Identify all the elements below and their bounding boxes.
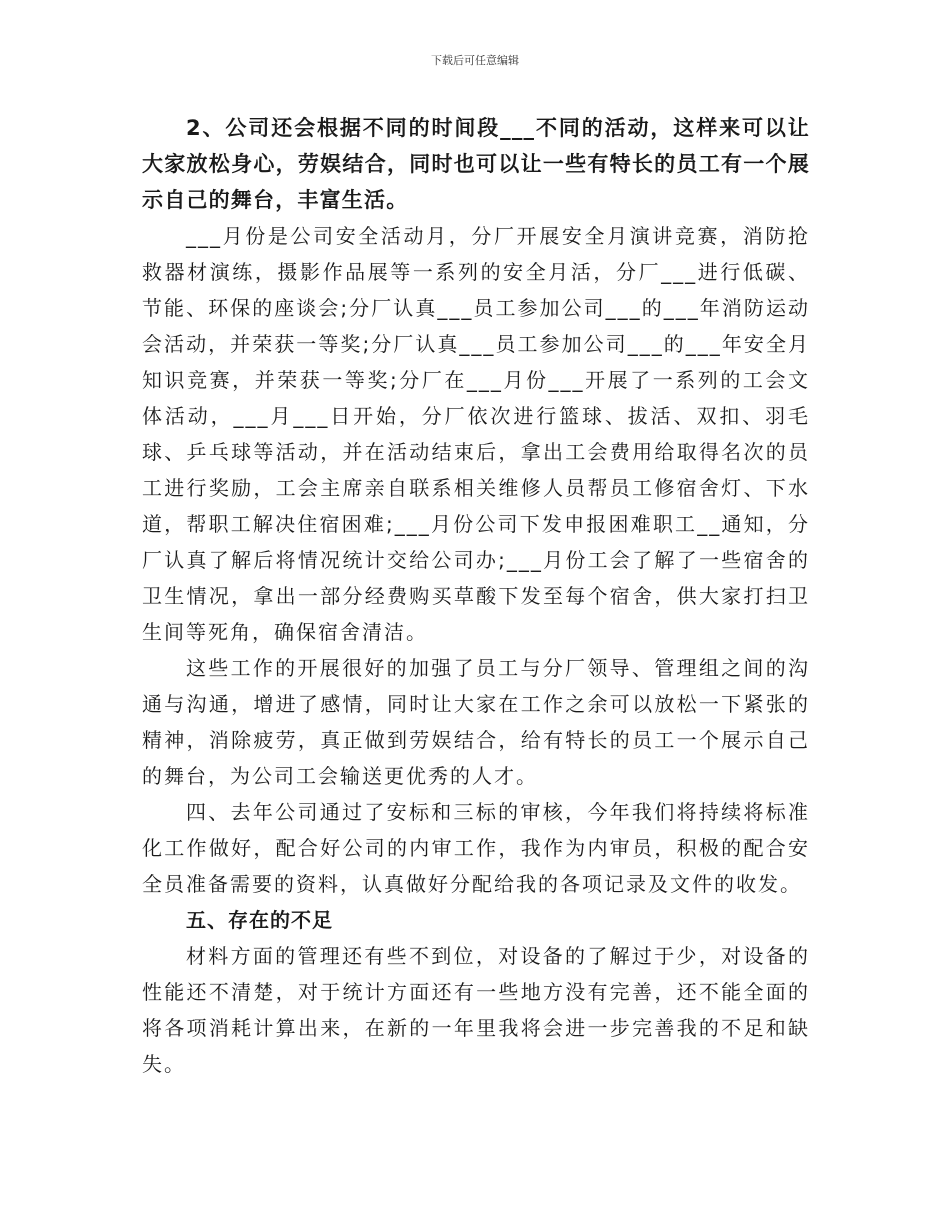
- section-heading-shortcomings: 五、存在的不足: [186, 908, 333, 932]
- document-body: [142, 110, 810, 1082]
- page-header: 下载后可任意编辑: [431, 54, 519, 67]
- paragraph-work-effects: 这些工作的开展很好的加强了员工与分厂领导、管理组之间的沟通与沟通，增进了感情，同时让大家在工作之余可以放松一下紧张的精神，消除疲劳，真正做到劳娱结合，给有特长的员工一个展示自己的舞台，为公司工会输送更优秀的人才。: [142, 656, 810, 788]
- paragraph-safety-month: ___月份是公司安全活动月，分厂开展安全月演讲竞赛，消防抢救器材演练，摄影作品展等一系列的安全月活，分厂___进行低碳、节能、环保的座谈会;分厂认真___员工参加公司___的___年消防运动会活动，并荣获一等奖;分厂认真___员工参加公司___的___年安全月知识竞赛，并荣获一等奖;分厂在___月份___开展了一系列的工会文体活动，___月___日开始，分厂依次进行篮球、拔活、双扣、羽毛球、乒乓球等活动，并在活动结束后，拿出工会费用给取得名次的员工进行奖励，工会主席亲自联系相关维修人员帮员工修宿舍灯、下水道，帮职工解决住宿困难;___月份公司下发申报困难职工__通知，分厂认真了解后将情况统计交给公司办;___月份工会了解了一些宿舍的卫生情况，拿出一部分经费购买草酸下发至每个宿舍，供大家打扫卫生间等死角，确保宿舍清洁。: [142, 224, 810, 644]
- paragraph-shortcomings: 材料方面的管理还有些不到位，对设备的了解过于少，对设备的性能还不清楚，对于统计方面还有一些地方没有完善，还不能全面的将各项消耗计算出来，在新的一年里我将会进一步完善我的不足和缺失。: [142, 944, 810, 1076]
- paragraph-activities-intro: 2、公司还会根据不同的时间段___不同的活动，这样来可以让大家放松身心，劳娱结合，同时也可以让一些有特长的员工有一个展示自己的舞台，丰富生活。: [142, 116, 810, 212]
- paragraph-section-four: 四、去年公司通过了安标和三标的审核，今年我们将持续将标准化工作做好，配合好公司的内审工作，我作为内审员，积极的配合安全员准备需要的资料，认真做好分配给我的各项记录及文件的收发。: [142, 800, 810, 896]
